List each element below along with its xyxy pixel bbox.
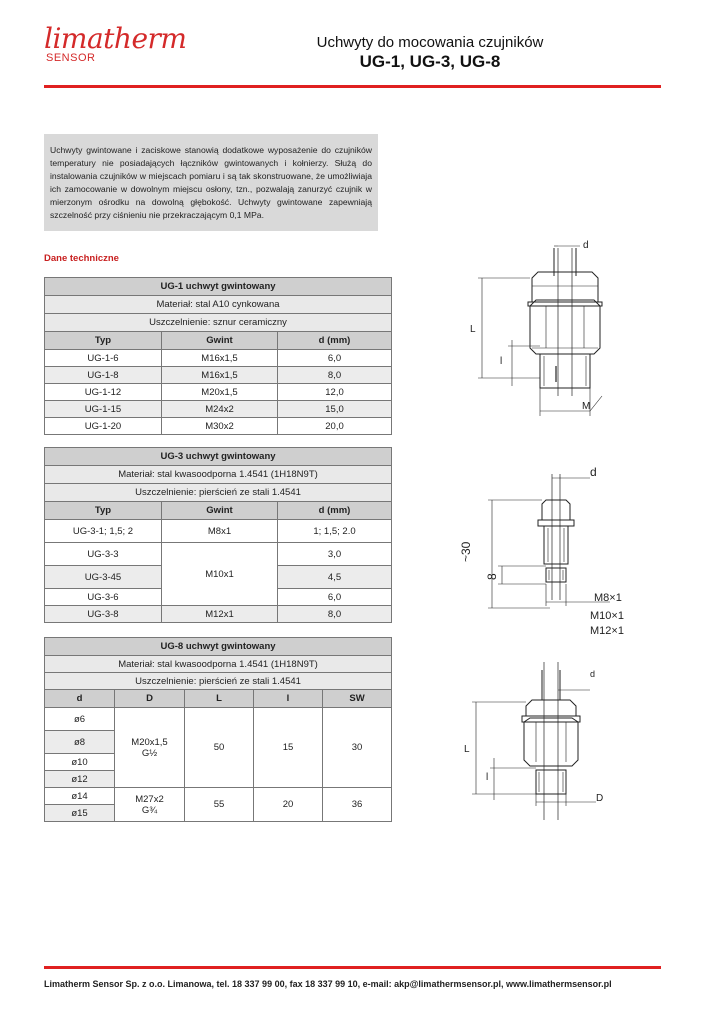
ug1-label-d: d xyxy=(583,240,589,251)
ug8-label-l: l xyxy=(486,772,489,783)
cell-type: UG-3-3 xyxy=(45,543,162,566)
intro-text: Uchwyty gwintowane i zaciskowe stanowią dodatkowe wyposażenie do czujników temperatury nie posiadających łączników gwintowanych i kołnierzy. Służą do instalowania czujników w miejscach pomiaru i są tak skonstruowane, że umożliwiaja ich zamocowanie w dowolnym miejscu osłony, tzn., pozwalają zanurzyć czujnik w mierzonym ośrodku na dowolną głębokość. Uchwyty gwintowane zapewniają szczelność przy ciśnieniu nie przekraczającym 0,1 MPa. xyxy=(50,145,372,220)
section-title: Dane techniczne xyxy=(44,253,119,264)
table-row xyxy=(45,606,392,623)
footer-contact: Limatherm Sensor Sp. z o.o. Limanowa, tel. 18 337 99 00, fax 18 337 99 10, e-mail: akp@limathermsensor.pl, www.limathermsensor.pl xyxy=(44,979,612,989)
cell-d: ø14 xyxy=(45,788,115,805)
ug1-col-d: d (mm) xyxy=(278,332,392,350)
footer-divider xyxy=(44,966,661,969)
cell-d: 15,0 xyxy=(278,401,392,418)
table-row xyxy=(45,788,392,805)
ug3-col-type: Typ xyxy=(45,502,162,520)
ug8-body-shape xyxy=(522,662,580,820)
cell-d: 3,0 xyxy=(278,543,392,566)
cell-d: 8,0 xyxy=(278,606,392,623)
table-row xyxy=(45,401,392,418)
cell-d: ø6 xyxy=(45,708,115,731)
cell-d: 8,0 xyxy=(278,367,392,384)
cell-type: UG-3-8 xyxy=(45,606,162,623)
header-divider xyxy=(44,85,661,88)
cell-thread: M8x1 xyxy=(162,520,278,543)
cell-thread-merged: M10x1 xyxy=(162,543,278,606)
cell-d: 1; 1,5; 2.0 xyxy=(278,520,392,543)
cell-D-group1 xyxy=(115,708,185,788)
cell-l-group1: 15 xyxy=(254,708,323,788)
ug3-label-eight: 8 xyxy=(485,573,499,580)
cell-d: ø12 xyxy=(45,771,115,788)
ug8-material: Materiał: stal kwasoodporna 1.4541 (1H18N9T) xyxy=(45,656,392,673)
page-title: UG-1, UG-3, UG-8 xyxy=(359,52,501,71)
ug1-col-type: Typ xyxy=(45,332,162,350)
cell-type: UG-1-8 xyxy=(45,367,162,384)
ug8-col-L: L xyxy=(185,690,254,708)
ug8-drawing xyxy=(450,660,610,820)
cell-SW-group2: 36 xyxy=(323,788,392,822)
ug3-body-shape xyxy=(538,474,574,600)
table-row xyxy=(45,543,392,566)
table-row xyxy=(45,350,392,367)
cell-type: UG-1-12 xyxy=(45,384,162,401)
ug1-table xyxy=(44,277,392,435)
cell-L-group2: 55 xyxy=(185,788,254,822)
ug8-title: UG-8 uchwyt gwintowany xyxy=(45,638,392,656)
ug1-material: Materiał: stal A10 cynkowana xyxy=(45,296,392,314)
cell-D-line2: G½ xyxy=(141,747,158,759)
cell-D-line2: G¾ xyxy=(141,804,158,816)
ug1-label-M: M xyxy=(582,401,591,412)
cell-type: UG-1-6 xyxy=(45,350,162,367)
cell-d: 6,0 xyxy=(278,350,392,367)
table-row xyxy=(45,708,392,731)
intro-box xyxy=(44,134,378,231)
cell-thread: M16x1,5 xyxy=(162,367,278,384)
ug8-col-l: l xyxy=(254,690,323,708)
ug3-seal: Uszczelnienie: pierścień ze stali 1.4541 xyxy=(45,484,392,502)
ug1-label-L: L xyxy=(470,324,476,335)
cell-D-group2 xyxy=(115,788,185,822)
ug3-label-m12: M12×1 xyxy=(590,625,624,637)
ug8-dimensions xyxy=(472,690,596,806)
cell-type: UG-1-15 xyxy=(45,401,162,418)
cell-L-group1: 50 xyxy=(185,708,254,788)
ug8-col-D: D xyxy=(115,690,185,708)
ug3-drawing xyxy=(450,460,650,640)
cell-d: ø10 xyxy=(45,754,115,771)
ug3-label-approx: ~30 xyxy=(459,541,473,562)
cell-d: 12,0 xyxy=(278,384,392,401)
ug3-col-thread: Gwint xyxy=(162,502,278,520)
ug3-material: Materiał: stal kwasoodporna 1.4541 (1H18N9T) xyxy=(45,466,392,484)
cell-d: 6,0 xyxy=(278,589,392,606)
cell-D-line1: M27x2 xyxy=(135,793,164,805)
logo-word: limatherm xyxy=(44,22,187,55)
cell-d: 20,0 xyxy=(278,418,392,435)
ug3-label-m8: M8×1 xyxy=(594,592,622,604)
ug3-title: UG-3 uchwyt gwintowany xyxy=(45,448,392,466)
ug3-dimensions xyxy=(488,478,610,608)
ug3-label-m10: M10×1 xyxy=(590,610,624,622)
cell-D-line1: M20x1,5 xyxy=(131,736,168,748)
cell-type: UG-3-1; 1,5; 2 xyxy=(45,520,162,543)
cell-thread: M30x2 xyxy=(162,418,278,435)
ug1-seal: Uszczelnienie: sznur ceramiczny xyxy=(45,314,392,332)
ug1-col-thread: Gwint xyxy=(162,332,278,350)
ug1-title: UG-1 uchwyt gwintowany xyxy=(45,278,392,296)
ug3-label-d: d xyxy=(590,465,597,479)
cell-d: 4,5 xyxy=(278,566,392,589)
ug3-table xyxy=(44,447,392,623)
logo-sub: SENSOR xyxy=(46,52,96,64)
table-row xyxy=(45,384,392,401)
ug8-seal: Uszczelnienie: pierścień ze stali 1.4541 xyxy=(45,673,392,690)
table-row xyxy=(45,520,392,543)
cell-thread: M20x1,5 xyxy=(162,384,278,401)
ug3-col-d: d (mm) xyxy=(278,502,392,520)
ug1-label-l: l xyxy=(500,356,503,367)
ug8-label-L: L xyxy=(464,744,470,755)
table-row xyxy=(45,367,392,384)
cell-type: UG-3-6 xyxy=(45,589,162,606)
ug8-col-d: d xyxy=(45,690,115,708)
ug8-label-d: d xyxy=(590,669,596,679)
company-logo xyxy=(44,22,187,68)
cell-SW-group1: 30 xyxy=(323,708,392,788)
ug8-table xyxy=(44,637,392,822)
cell-d: ø8 xyxy=(45,731,115,754)
ug8-col-SW: SW xyxy=(323,690,392,708)
ug1-body-shape xyxy=(528,248,602,396)
table-row xyxy=(45,418,392,435)
page-subtitle: Uchwyty do mocowania czujników xyxy=(316,34,544,51)
cell-thread: M16x1,5 xyxy=(162,350,278,367)
ug8-label-D: D xyxy=(596,793,604,804)
cell-l-group2: 20 xyxy=(254,788,323,822)
cell-thread: M24x2 xyxy=(162,401,278,418)
cell-type: UG-1-20 xyxy=(45,418,162,435)
cell-thread: M12x1 xyxy=(162,606,278,623)
cell-d: ø15 xyxy=(45,805,115,822)
ug1-drawing xyxy=(450,236,610,426)
cell-type: UG-3-45 xyxy=(45,566,162,589)
